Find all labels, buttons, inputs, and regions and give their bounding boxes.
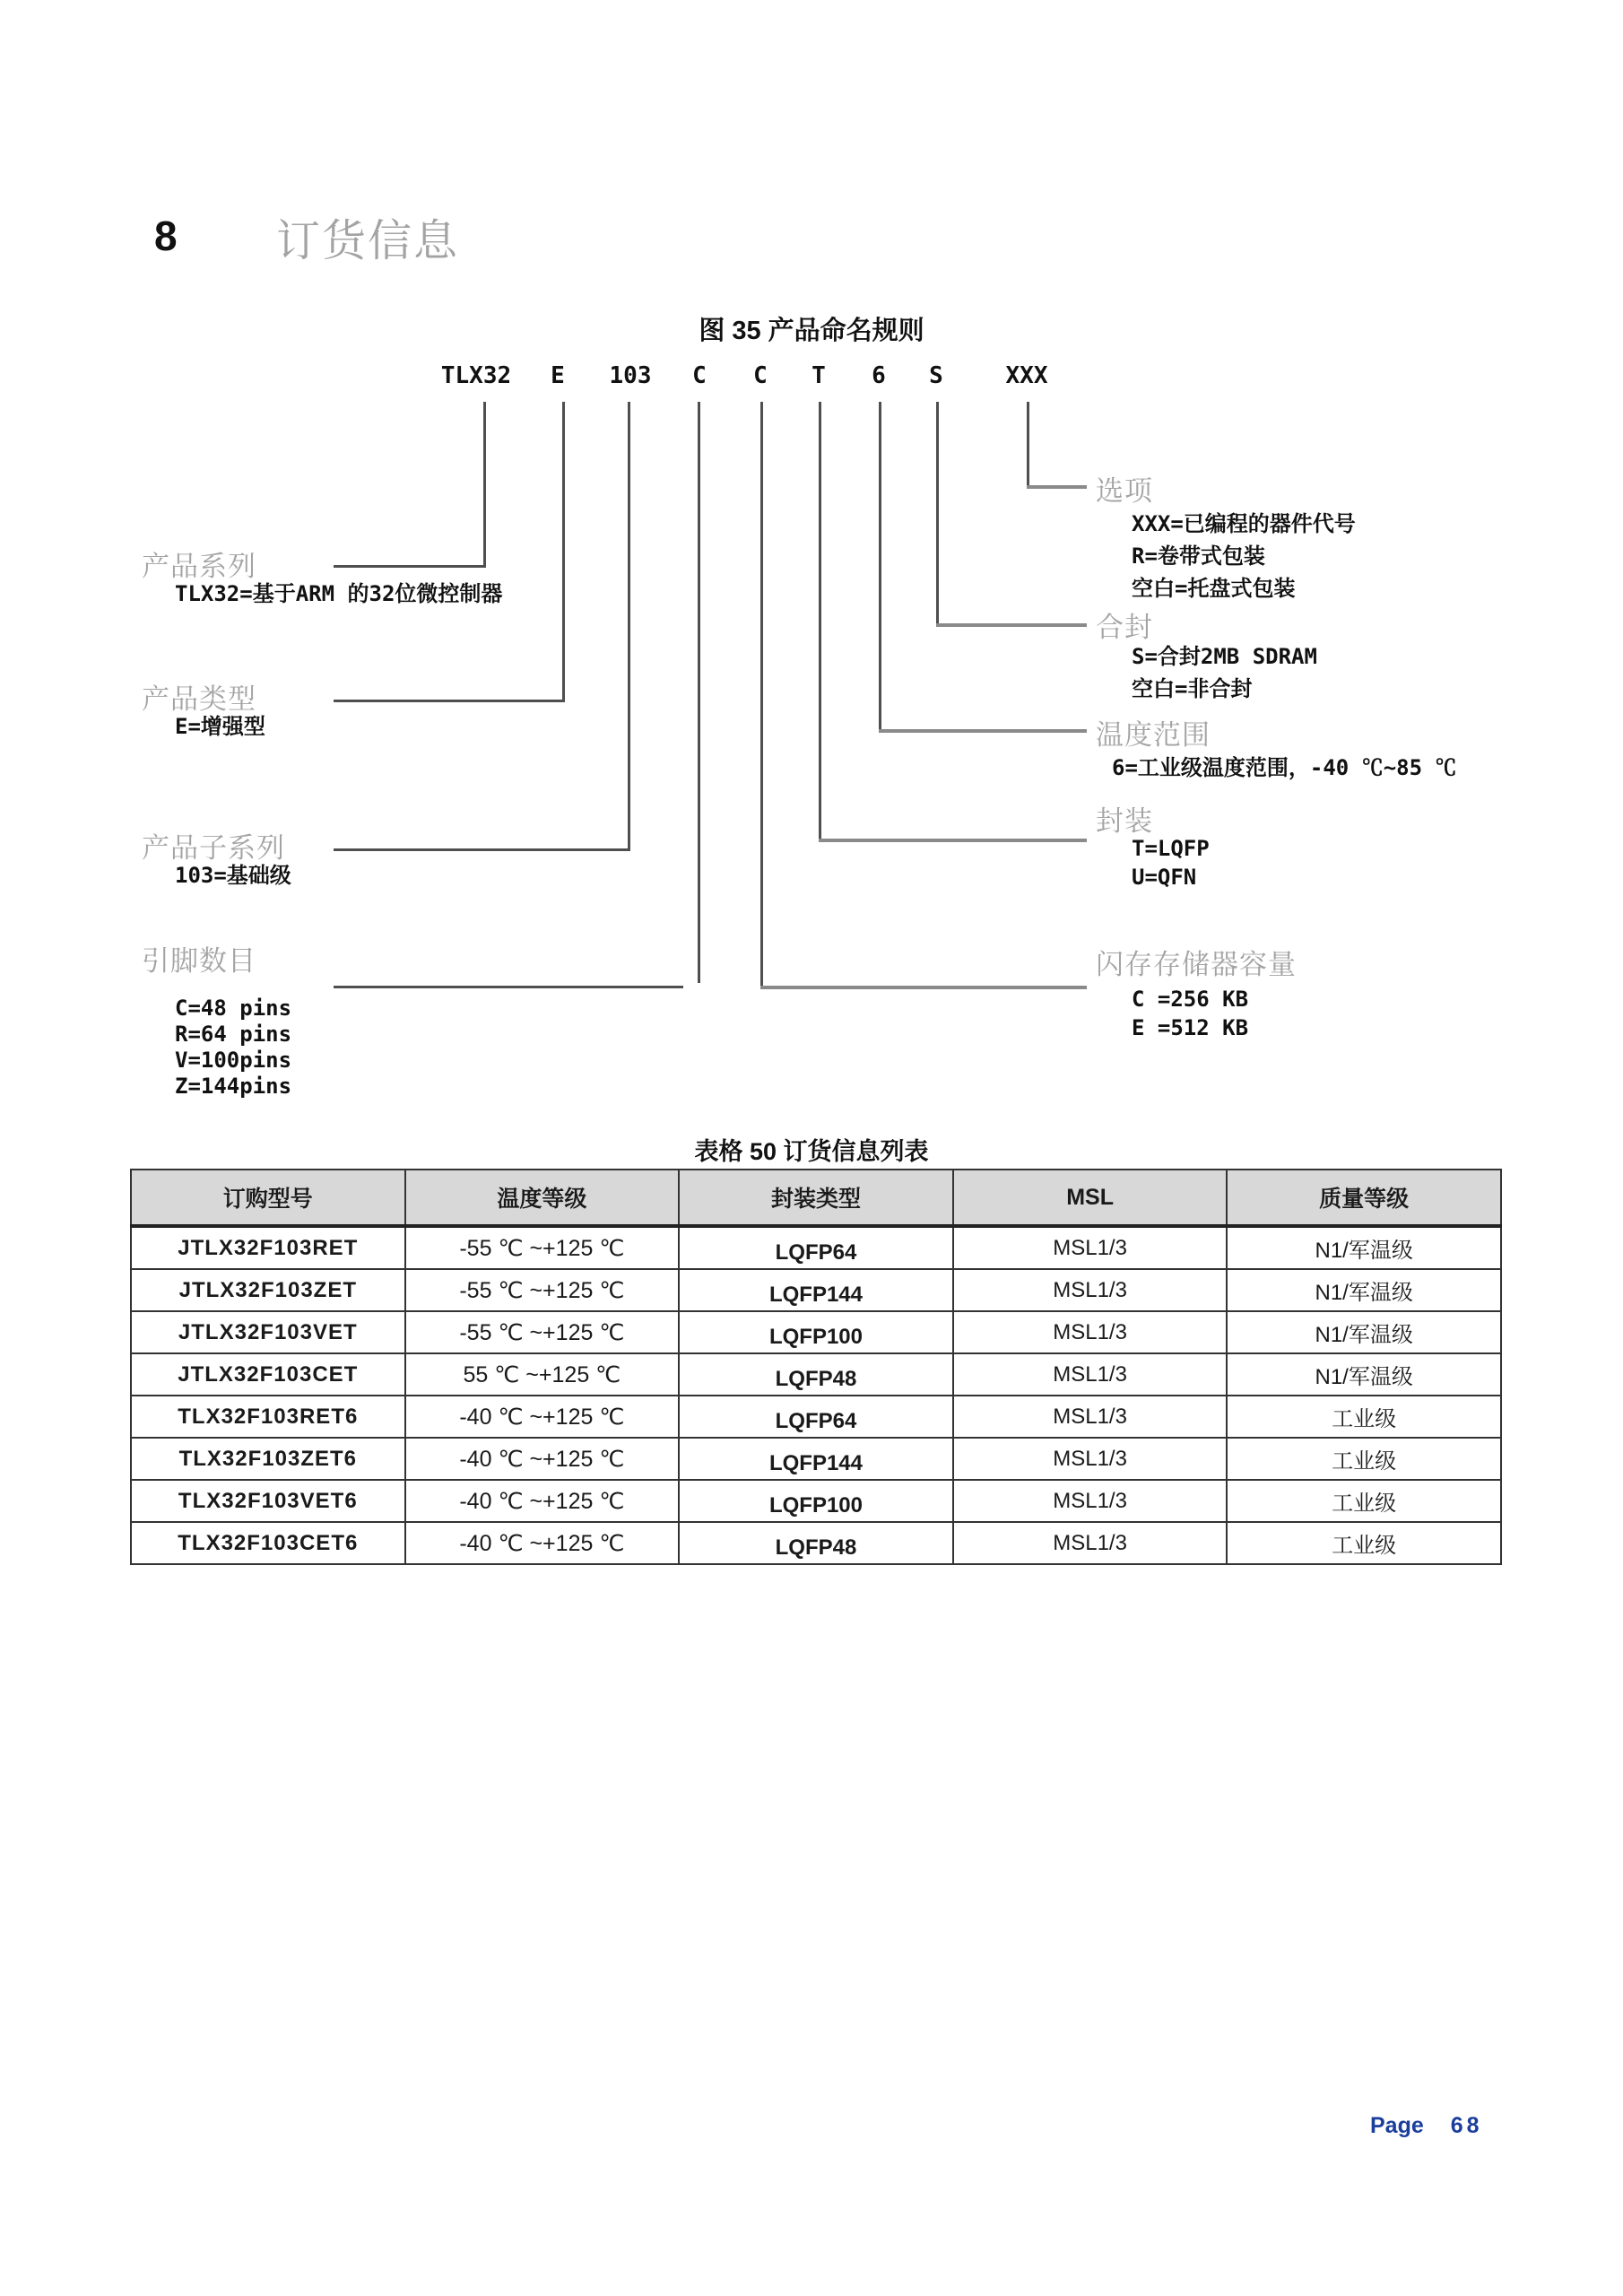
column-header-model: 订购型号 <box>131 1170 405 1226</box>
cell-grade: N1/军温级 <box>1227 1311 1501 1353</box>
column-header-package: 封装类型 <box>679 1170 953 1226</box>
connector-line-option <box>1027 402 1029 488</box>
cell-model: JTLX32F103CET <box>131 1353 405 1396</box>
callout-desc-product-type <box>175 714 265 740</box>
page-label: Page <box>1370 2113 1424 2138</box>
cell-model: JTLX32F103VET <box>131 1311 405 1353</box>
connector-line-temp <box>879 402 881 732</box>
cell-msl: MSL1/3 <box>953 1396 1228 1438</box>
cell-msl: MSL1/3 <box>953 1226 1228 1269</box>
connector-elbow-sip <box>936 623 1087 627</box>
cell-model: JTLX32F103RET <box>131 1226 405 1269</box>
table-row <box>131 1522 1501 1564</box>
column-header-temp: 温度等级 <box>405 1170 680 1226</box>
callout-desc-product-series <box>175 581 502 607</box>
callout-desc-line: U=QFN <box>1132 865 1197 890</box>
callout-desc-line: 空白=托盘式包装 <box>1132 576 1296 601</box>
callout-desc-temp-range <box>1112 752 1457 784</box>
part-segment-sip: S <box>929 362 943 389</box>
cell-msl: MSL1/3 <box>953 1480 1228 1522</box>
callout-desc-line: 6=工业级温度范围，-40 ℃~85 ℃ <box>1112 755 1457 780</box>
table-row <box>131 1226 1501 1269</box>
callout-desc-line: 103=基础级 <box>175 863 291 888</box>
callout-desc-flash-size <box>1132 985 1248 1042</box>
cell-msl: MSL1/3 <box>953 1269 1228 1311</box>
cell-grade: 工业级 <box>1227 1522 1501 1564</box>
cell-temp: -55 ℃ ~+125 ℃ <box>405 1226 680 1269</box>
cell-grade: N1/军温级 <box>1227 1226 1501 1269</box>
cell-grade: 工业级 <box>1227 1396 1501 1438</box>
table-caption: 表格 50 订货信息列表 <box>694 1138 929 1165</box>
cell-temp: -40 ℃ ~+125 ℃ <box>405 1522 680 1564</box>
connector-elbow-flash <box>760 986 1087 989</box>
callout-desc-line: XXX=已编程的器件代号 <box>1132 511 1356 536</box>
callout-desc-line: T=LQFP <box>1132 836 1210 861</box>
cell-temp: 55 ℃ ~+125 ℃ <box>405 1353 680 1396</box>
connector-elbow-temp <box>879 729 1087 733</box>
callout-label-options: 选项 <box>1096 475 1153 507</box>
callout-desc-line: R=卷带式包装 <box>1132 544 1265 569</box>
connector-elbow-family <box>334 565 486 568</box>
part-segment-type: E <box>551 362 565 389</box>
cell-grade: N1/军温级 <box>1227 1269 1501 1311</box>
figure-caption: 图 35 产品命名规则 <box>699 317 924 345</box>
callout-desc-line: E=增强型 <box>175 714 265 739</box>
part-segment-pincount: C <box>692 362 707 389</box>
cell-package: LQFP144 <box>679 1269 953 1311</box>
table-row <box>131 1311 1501 1353</box>
callout-label-package: 封装 <box>1096 805 1153 837</box>
cell-package: LQFP48 <box>679 1522 953 1564</box>
cell-grade: 工业级 <box>1227 1438 1501 1480</box>
cell-package: LQFP100 <box>679 1311 953 1353</box>
cell-grade: N1/军温级 <box>1227 1353 1501 1396</box>
callout-desc-line: S=合封2MB SDRAM <box>1132 644 1317 669</box>
callout-label-product-series: 产品系列 <box>142 551 256 582</box>
callout-label-pin-count: 引脚数目 <box>142 945 256 977</box>
cell-model: TLX32F103RET6 <box>131 1396 405 1438</box>
callout-desc-package <box>1132 834 1210 891</box>
cell-package: LQFP64 <box>679 1396 953 1438</box>
section-title: 订货信息 <box>276 217 460 265</box>
connector-line-type <box>562 402 565 702</box>
cell-temp: -40 ℃ ~+125 ℃ <box>405 1480 680 1522</box>
section-number: 8 <box>154 213 178 259</box>
callout-desc-line: 空白=非合封 <box>1132 676 1253 701</box>
cell-package: LQFP144 <box>679 1438 953 1480</box>
part-segment-package: T <box>812 362 826 389</box>
page-footer <box>1370 2113 1483 2139</box>
cell-package: LQFP64 <box>679 1226 953 1269</box>
callout-label-temp-range: 温度范围 <box>1096 719 1211 751</box>
callout-label-product-subseries: 产品子系列 <box>142 832 285 864</box>
connector-line-pincount <box>698 402 700 983</box>
callout-label-product-type: 产品类型 <box>142 683 256 715</box>
table-header-row <box>131 1170 1501 1226</box>
connector-line-sip <box>936 402 939 626</box>
table-row <box>131 1480 1501 1522</box>
callout-desc-line: C=48 pins <box>175 996 292 1021</box>
page-number: 68 <box>1450 2113 1483 2138</box>
cell-package: LQFP100 <box>679 1480 953 1522</box>
callout-desc-line: C =256 KB <box>1132 987 1249 1012</box>
callout-label-flash-size: 闪存存储器容量 <box>1096 949 1297 980</box>
cell-model: TLX32F103VET6 <box>131 1480 405 1522</box>
connector-elbow-package <box>819 839 1087 842</box>
connector-line-family <box>483 402 486 568</box>
callout-desc-line: R=64 pins <box>175 1022 292 1047</box>
table-row <box>131 1438 1501 1480</box>
callout-desc-product-subseries <box>175 863 291 889</box>
cell-temp: -55 ℃ ~+125 ℃ <box>405 1311 680 1353</box>
callout-desc-line: Z=144pins <box>175 1074 292 1099</box>
cell-temp: -40 ℃ ~+125 ℃ <box>405 1438 680 1480</box>
cell-grade: 工业级 <box>1227 1480 1501 1522</box>
cell-model: TLX32F103ZET6 <box>131 1438 405 1480</box>
callout-desc-sip <box>1132 640 1317 705</box>
cell-temp: -55 ℃ ~+125 ℃ <box>405 1269 680 1311</box>
cell-model: JTLX32F103ZET <box>131 1269 405 1311</box>
callout-desc-line: TLX32=基于ARM 的32位微控制器 <box>175 581 503 606</box>
callout-desc-line: V=100pins <box>175 1048 292 1073</box>
cell-model: TLX32F103CET6 <box>131 1522 405 1564</box>
part-segment-temp: 6 <box>872 362 886 389</box>
connector-elbow-pincount <box>334 986 683 988</box>
cell-msl: MSL1/3 <box>953 1353 1228 1396</box>
table-row <box>131 1269 1501 1311</box>
callout-label-sip: 合封 <box>1096 612 1153 643</box>
callout-desc-options <box>1132 508 1356 604</box>
part-segment-flash: C <box>753 362 768 389</box>
part-segment-option: XXX <box>1005 362 1048 389</box>
part-segment-subseries: 103 <box>609 362 652 389</box>
connector-elbow-subseries <box>334 848 630 851</box>
ordering-table <box>130 1169 1502 1565</box>
cell-package: LQFP48 <box>679 1353 953 1396</box>
table-row <box>131 1396 1501 1438</box>
column-header-grade: 质量等级 <box>1227 1170 1501 1226</box>
cell-msl: MSL1/3 <box>953 1311 1228 1353</box>
connector-line-subseries <box>628 402 630 851</box>
connector-line-flash <box>760 402 763 988</box>
part-segment-family: TLX32 <box>440 362 512 389</box>
connector-elbow-option <box>1027 485 1087 489</box>
cell-msl: MSL1/3 <box>953 1438 1228 1480</box>
column-header-msl: MSL <box>953 1170 1228 1226</box>
callout-desc-line: E =512 KB <box>1132 1015 1249 1040</box>
table-row <box>131 1353 1501 1396</box>
cell-msl: MSL1/3 <box>953 1522 1228 1564</box>
connector-line-package <box>819 402 821 841</box>
connector-elbow-type <box>334 700 565 702</box>
cell-temp: -40 ℃ ~+125 ℃ <box>405 1396 680 1438</box>
callout-desc-pin-count <box>175 996 291 1100</box>
